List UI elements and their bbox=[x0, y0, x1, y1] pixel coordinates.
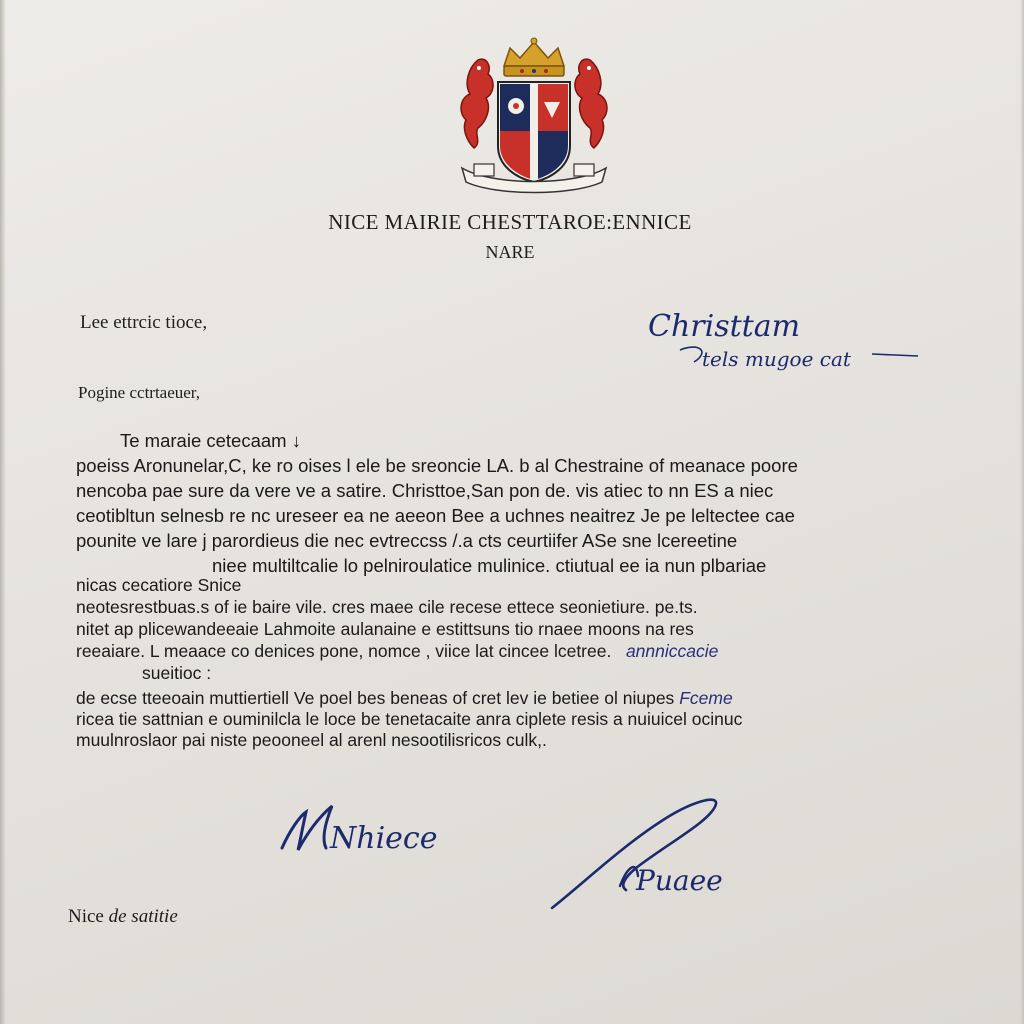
text-line: ceotibltun selnesb re nc ureseer ea ne aeeon Bee a uchnes neaitrez Je pe leltectee cae bbox=[76, 505, 795, 526]
handwritten-note bbox=[640, 290, 930, 390]
handwritten-inline-word: Fceme bbox=[679, 688, 733, 708]
coat-of-arms-emblem bbox=[452, 36, 616, 196]
closing-line bbox=[68, 906, 178, 928]
shield-icon bbox=[498, 82, 570, 182]
text-line: sueitioc : bbox=[142, 663, 212, 683]
body-paragraph-2 bbox=[76, 574, 888, 684]
letterhead-title: NICE MAIRIE CHESTTAROE:ENNICE bbox=[328, 210, 692, 234]
text-line: nencoba pae sure da vere ve a satire. Christtoe,San pon de. vis atiec to nn ES a niec bbox=[76, 480, 774, 501]
body-paragraph-1 bbox=[76, 428, 888, 578]
red-lion-supporter-right-icon bbox=[575, 59, 607, 148]
greeting-line-1: Lee ettrcic tioce, bbox=[80, 312, 208, 333]
text-line: neotesrestbuas.s of ie baire vile. cres maee cile recese ettece seonietiure. pe.ts. bbox=[76, 597, 698, 617]
signature-right bbox=[540, 786, 780, 916]
text-line: niee multiltcalie lo pelniroulatice mulinice. ctiutual ee ia nun plbariae bbox=[212, 555, 767, 576]
handwritten-line-2: tels mugoe cat bbox=[702, 347, 851, 371]
text-line: nitet ap plicewandeeaie Lahmoite aulanaine e estittsuns tio rnaee moons na res bbox=[76, 619, 694, 639]
text-line: de ecse tteeoain muttiertiell Ve poel bes beneas of cret lev ie betiee ol niupes bbox=[76, 688, 675, 708]
text-line: ricea tie sattnian e ouminilcla le loce be tenetacaite anra ciplete resis a nuiuicel ocinuc bbox=[76, 709, 743, 729]
text-line: nicas cecatiore Snice bbox=[76, 575, 242, 595]
text-line: poeiss Aronunelar,C, ke ro oises l ele be sreoncie LA. b al Chestraine of meanace poore bbox=[76, 455, 798, 476]
letterhead-subtitle: NARE bbox=[485, 242, 535, 262]
signature-left-text: Nhiece bbox=[330, 821, 438, 856]
signature-right-text: Puaee bbox=[636, 864, 723, 897]
red-lion-supporter-left-icon bbox=[461, 59, 493, 148]
text-line-with-tail bbox=[76, 688, 888, 709]
text-line: pounite ve lare j parordieus die nec evtreccss /.a cts ceurtiifer ASe sne lcereetine bbox=[76, 530, 738, 551]
text-line: Te maraie cetecaam ↓ bbox=[120, 430, 301, 451]
signature-left bbox=[272, 790, 452, 870]
handwritten-inline-word: annniccacie bbox=[625, 641, 719, 661]
text-line-with-tail bbox=[76, 640, 888, 662]
greeting-line-2: Pogine cctrtaeuer, bbox=[78, 383, 201, 402]
crown-icon bbox=[504, 38, 564, 76]
closing-text: Nice bbox=[68, 906, 104, 927]
text-line: muulnroslaor pai niste peooneel al arenl nesootilisricos culk,. bbox=[76, 730, 547, 750]
body-paragraph-3 bbox=[76, 688, 888, 751]
text-line: reeaiare. L meaace co denices pone, nomce , viice lat cincee lcetree. bbox=[76, 641, 612, 661]
handwritten-line-1: Christtam bbox=[648, 309, 801, 344]
closing-italic-text: de satitie bbox=[108, 906, 178, 927]
